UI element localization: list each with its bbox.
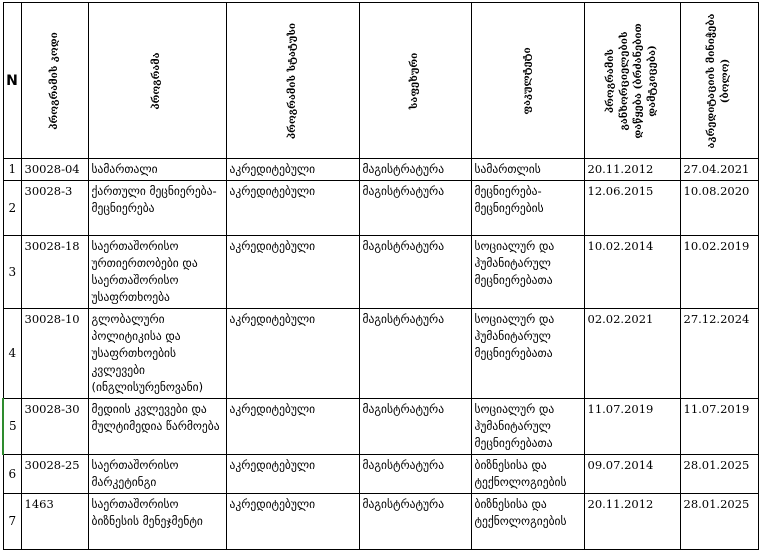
row-accreditation: 27.12.2024 [680,309,758,399]
row-level: მაგისტრატურა [359,159,471,181]
row-number: 2 [3,181,21,236]
header-accreditation: აკრედიტაციის მინიჭება (ბოლო) [680,3,758,159]
row-status: აკრედიტებული [226,159,359,181]
row-status: აკრედიტებული [226,181,359,236]
row-number: 1 [3,159,21,181]
header-row [3,3,758,159]
row-faculty: სამართლის [471,159,584,181]
row-approval: 09.07.2014 [584,455,680,494]
table-row [3,399,758,455]
row-status: აკრედიტებული [226,494,359,550]
table-row [3,236,758,309]
table-row [3,159,758,181]
row-number: 3 [3,236,21,309]
row-code: 30028-25 [21,455,88,494]
row-number: 6 [3,455,21,494]
row-approval: 20.11.2012 [584,159,680,181]
programs-table [2,2,759,550]
row-faculty: ბიზნესისა და ტექნოლოგიების [471,494,584,550]
header-n: N [3,3,21,159]
row-level: მაგისტრატურა [359,181,471,236]
row-code: 30028-10 [21,309,88,399]
row-status: აკრედიტებული [226,236,359,309]
row-program: საერთაშორისო მარკეტინგი [88,455,226,494]
row-number: 5 [3,399,21,455]
row-number: 4 [3,309,21,399]
row-level: მაგისტრატურა [359,455,471,494]
row-accreditation: 10.08.2020 [680,181,758,236]
row-faculty: სოციალურ და ჰუმანიტარულ მეცნიერებათა [471,236,584,309]
row-accreditation: 28.01.2025 [680,494,758,550]
table-row [3,309,758,399]
document-page [2,2,759,550]
table-row [3,494,758,550]
table-row [3,455,758,494]
header-faculty: ფაკულტეტი [471,3,584,159]
row-number: 7 [3,494,21,550]
header-program: პროგრამა [88,3,226,159]
row-program: გლობალური პოლიტიკისა და უსაფრთხოების კვლევები (ინგლისურენოვანი) [88,309,226,399]
row-faculty: სოციალურ და ჰუმანიტარულ მეცნიერებათა [471,399,584,455]
row-program: მედიის კვლევები და მულტიმედია წარმოება [88,399,226,455]
table-row [3,181,758,236]
row-status: აკრედიტებული [226,455,359,494]
row-accreditation: 27.04.2021 [680,159,758,181]
row-faculty: მეცნიერება-მეცნიერების [471,181,584,236]
row-program: სამართალი [88,159,226,181]
row-faculty: სოციალურ და ჰუმანიტარულ მეცნიერებათა [471,309,584,399]
row-code: 30028-18 [21,236,88,309]
row-status: აკრედიტებული [226,399,359,455]
row-level: მაგისტრატურა [359,399,471,455]
row-program: საერთაშორისო ბიზნესის მენეჯმენტი [88,494,226,550]
row-approval: 02.02.2021 [584,309,680,399]
row-level: მაგისტრატურა [359,236,471,309]
row-code: 30028-04 [21,159,88,181]
row-accreditation: 10.02.2019 [680,236,758,309]
row-level: მაგისტრატურა [359,494,471,550]
row-level: მაგისტრატურა [359,309,471,399]
row-approval: 20.11.2012 [584,494,680,550]
header-approval: პროგრამის განხორციელების დაწყება (ბრძანებით დამტკიცება) [584,3,680,159]
row-accreditation: 11.07.2019 [680,399,758,455]
row-approval: 12.06.2015 [584,181,680,236]
header-status: პროგრამის სტატუსი [226,3,359,159]
row-status: აკრედიტებული [226,309,359,399]
row-approval: 10.02.2014 [584,236,680,309]
row-approval: 11.07.2019 [584,399,680,455]
row-faculty: ბიზნესისა და ტექნოლოგიების [471,455,584,494]
header-code: პროგრამის კოდი [21,3,88,159]
header-level: საფეხური [359,3,471,159]
row-code: 1463 [21,494,88,550]
row-code: 30028-30 [21,399,88,455]
row-program: საერთაშორისო ურთიერთობები და საერთაშორისო უსაფრთხოება [88,236,226,309]
row-code: 30028-3 [21,181,88,236]
row-accreditation: 28.01.2025 [680,455,758,494]
row-program: ქართული მეცნიერება-მეცნიერება [88,181,226,236]
